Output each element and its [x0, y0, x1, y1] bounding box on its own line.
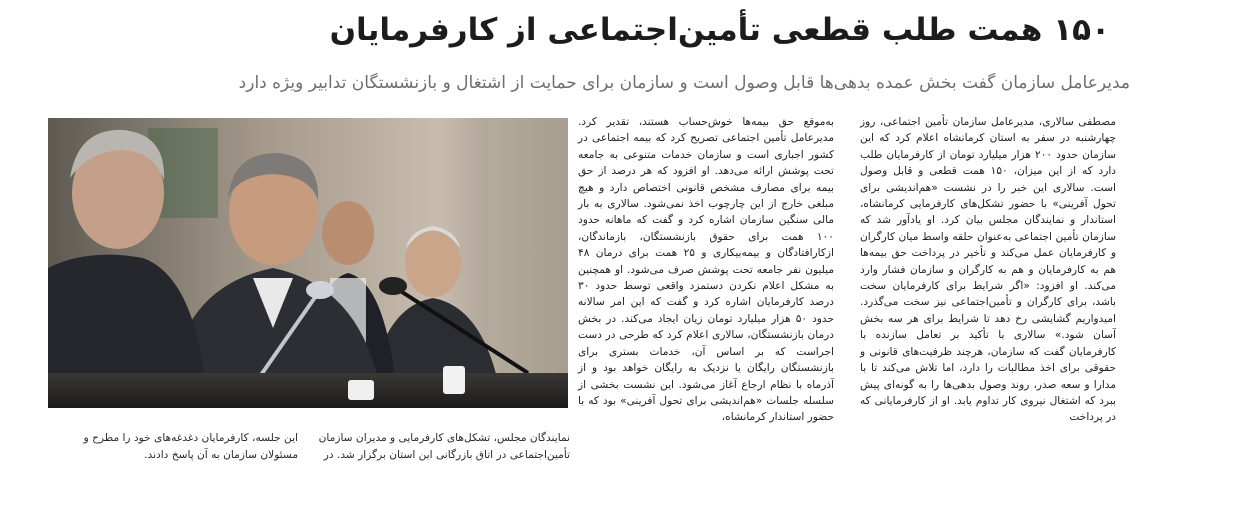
article-column-1: مصطفی سالاری، مدیرعامل سازمان تأمین اجتماعی، روز چهارشنبه در سفر به استان کرمانشاه اعلام کرد که این سازمان حدود ۲۰۰ هزار میلیارد تومان از کارفرمایان طلب دارد که از این میزان، ۱۵۰ همت قطعی و قابل وصول است. سالاری این خبر را در نشست «هم‌اندیشی برای تحول آفرینی» با حضور تشکل‌های کارفرمایی کرمانشاه، استاندار و نمایندگان مجلس بیان کرد. او یادآور شد که سازمان تأمین اجتماعی به‌عنوان حلقه واسط میان کارگران و کارفرمایان عمل می‌کند و تأخیر در پرداخت حق بیمه‌ها هم به کارفرمایان و هم به کارگران و سازمان فشار وارد می‌کند. او افزود: «اگر شرایط برای کارفرمایان سخت باشد، برای کارگران و تأمین‌اجتماعی نیز سخت می‌گذرد. امیدواریم گشایشی رخ دهد تا شرایط برای هر سه بخش آسان شود.» سالاری با تأکید بر تعامل سازنده با کارفرمایان گفت که سازمان، هرچند ظرفیت‌های قانونی و حقوقی برای اخذ مطالبات را دارد، اما تلاش می‌کند تا با مدارا و سعه صدر، روند وصول بدهی‌ها را به گونه‌ای پیش ببرد که اشتغال نیروی کار تداوم یابد. او از کارفرمایانی که در پرداخت	[860, 116, 1116, 424]
photo-caption-left: این جلسه، کارفرمایان دغدغه‌های خود را مطرح و مسئولان سازمان به آن پاسخ دادند.	[83, 432, 298, 461]
article-photo	[48, 118, 568, 408]
subheadline: مدیرعامل سازمان گفت بخش عمده بدهی‌ها قابل وصول است و سازمان برای حمایت از اشتغال و بازنشستگان تدابیر ویژه دارد	[238, 73, 1130, 93]
photo-caption-right: نمایندگان مجلس، تشکل‌های کارفرمایی و مدیران سازمان تأمین‌اجتماعی در اتاق بازرگانی این استان برگزار شد. در	[318, 432, 570, 461]
headline: ۱۵۰ همت طلب قطعی تأمین‌اجتماعی از کارفرمایان	[329, 12, 1110, 48]
article-column-2: به‌موقع حق بیمه‌ها خوش‌حساب هستند، تقدیر کرد. مدیرعامل تأمین اجتماعی تصریح کرد که بیمه اجتماعی در کشور اجباری است و سازمان خدمات متنوعی به جامعه تحت پوشش ارائه می‌دهد. او افزود که هر درصد از حق بیمه برای مصارف مشخص قانونی اختصاص دارد و هیچ مبلغی خارج از این چارچوب اخذ نمی‌شود. سالاری به بار مالی سنگین سازمان اشاره کرد و گفت که ماهانه حدود ۱۰۰ همت برای حقوق بازنشستگان، بازماندگان، ازکارافتادگان و بیمه‌بیکاری و ۲۵ همت برای درمان ۴۸ میلیون نفر جامعه تحت پوشش صرف می‌شود. او همچنین به مشکل اعلام نکردن دستمزد واقعی توسط حدود ۳۰ درصد کارفرمایان اشاره کرد و گفت که این امر سالانه حدود ۵۰ هزار میلیارد تومان زیان ایجاد می‌کند. در بخش درمان بازنشستگان، سالاری اعلام کرد که طرحی در دست اجراست که بر اساس آن، خدمات بستری برای بازنشستگان رایگان یا نزدیک به رایگان خواهد بود و از آذرماه با نظام ارجاع آغاز می‌شود. این نشست بخشی از سلسله جلسات «هم‌اندیشی برای تحول آفرینی» بود که با حضور استاندار کرمانشاه،	[578, 116, 835, 424]
